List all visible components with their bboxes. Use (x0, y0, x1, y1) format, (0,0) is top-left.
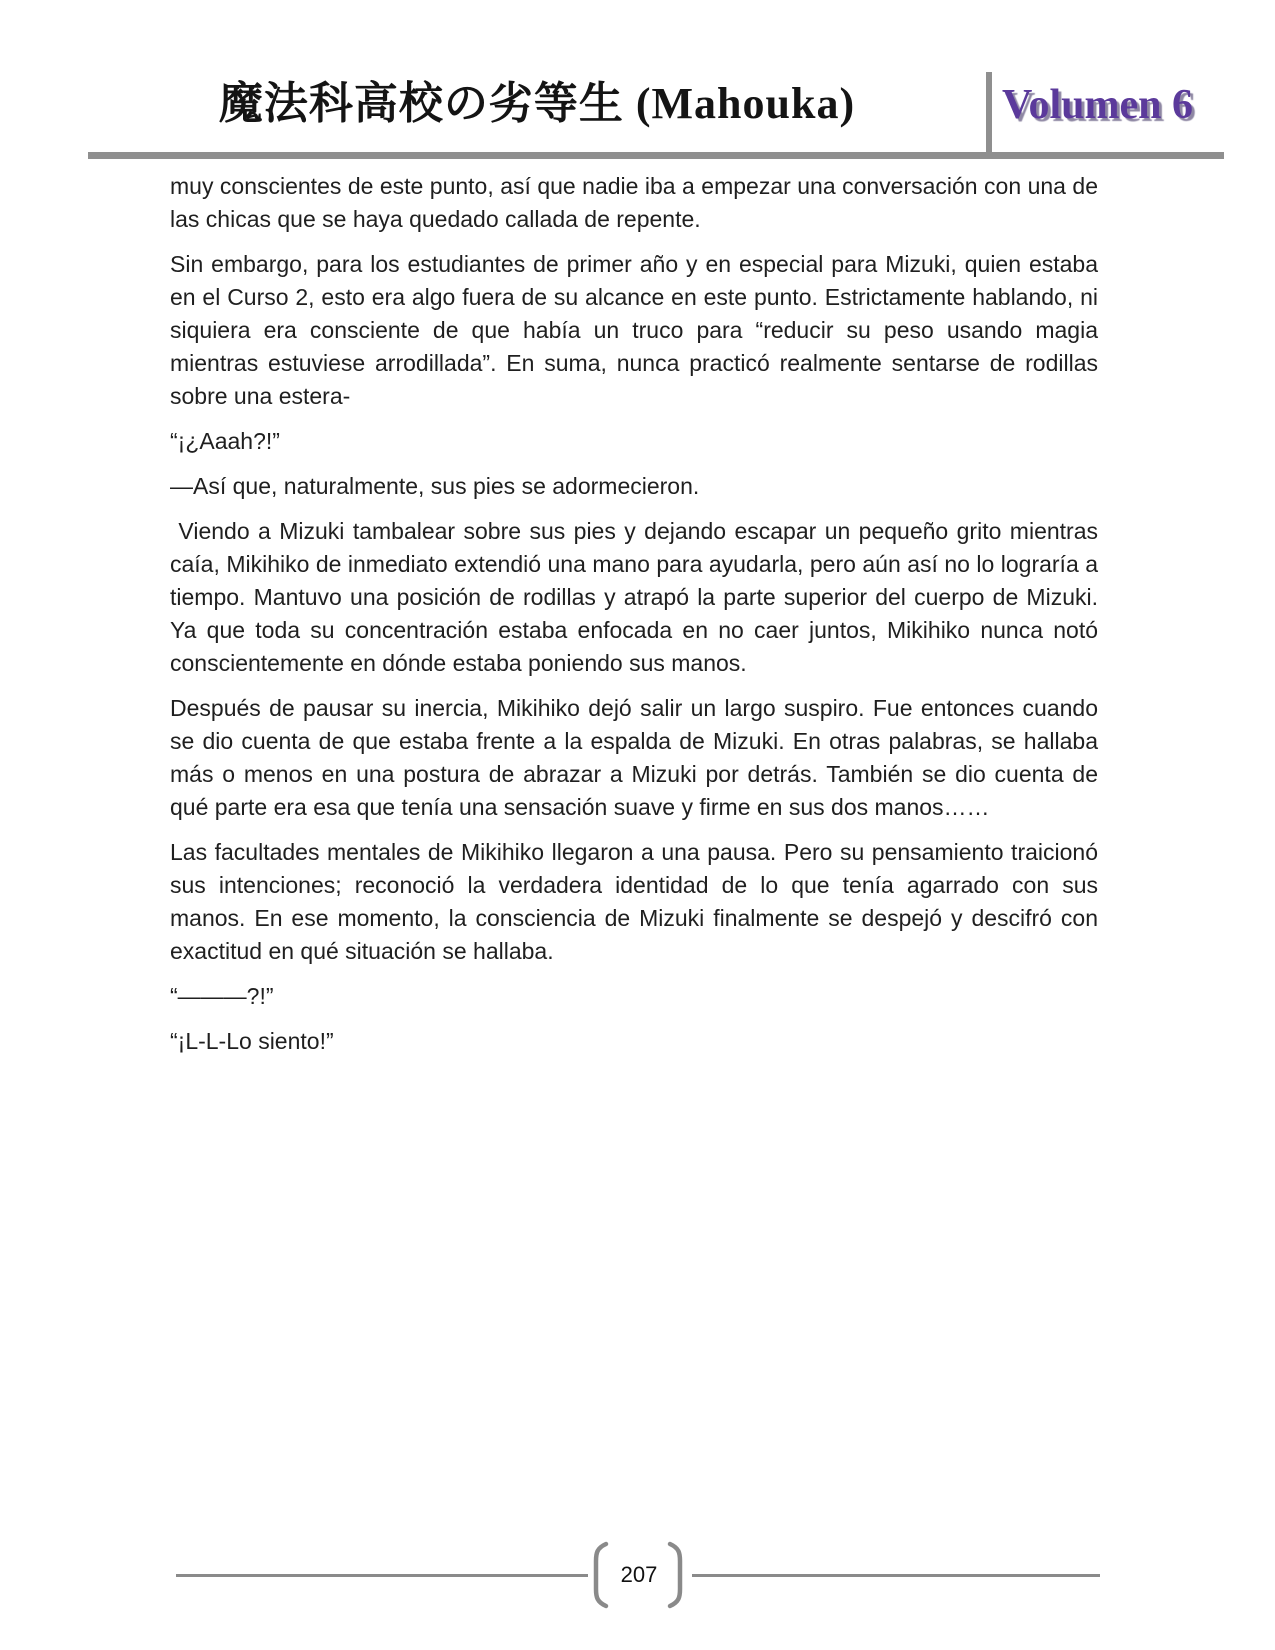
dialogue-line: “———?!” (170, 983, 274, 1009)
paragraph: Viendo a Mizuki tambalear sobre sus pies y dejando escapar un pequeño grito mientras caía, Mikihiko de inmediato extendió una mano para ayudarla, pero aún así no lo lograría a tiempo. Mantuvo una posición de rodillas y atrapó la parte superior del cuerpo de Mizuki. Ya que toda su concentración estaba enfocada en no caer juntos, Mikihiko nunca notó conscientemente en dónde estaba poniendo sus manos. (170, 518, 1098, 676)
header-rule (88, 152, 1224, 159)
footer-rule-right (692, 1574, 1100, 1577)
header-divider (986, 72, 992, 153)
paragraph: muy conscientes de este punto, así que nadie iba a empezar una conversación con una de las chicas que se haya quedado callada de repente. (170, 173, 1098, 232)
paragraph: Sin embargo, para los estudiantes de primer año y en especial para Mizuki, quien estaba en el Curso 2, esto era algo fuera de su alcance en este punto. Estrictamente hablando, ni siquiera era consciente de que había un truco para “reducir su peso usando magia mientras estuviese arrodillada”. En suma, nunca practicó realmente sentarse de rodillas sobre una estera- (170, 251, 1098, 409)
dialogue-line: “¡L-L-Lo siento!” (170, 1028, 334, 1054)
dialogue-line: “¡¿Aaah?!” (170, 428, 280, 454)
page-body (170, 170, 1098, 1070)
right-bracket-icon (666, 1541, 688, 1609)
volume-label: Volumen 6 (1002, 82, 1193, 128)
footer-rule-left (176, 1574, 588, 1577)
paragraph: Después de pausar su inercia, Mikihiko dejó salir un largo suspiro. Fue entonces cuando se dio cuenta de que estaba frente a la espalda de Mizuki. En otras palabras, se hallaba más o menos en una postura de abrazar a Mizuki por detrás. También se dio cuenta de qué parte era esa que tenía una sensación suave y firme en sus dos manos…… (170, 695, 1098, 820)
dialogue-line: —Así que, naturalmente, sus pies se adormecieron. (170, 473, 700, 499)
paragraph: Las facultades mentales de Mikihiko llegaron a una pausa. Pero su pensamiento traicionó sus intenciones; reconoció la verdadera identidad de lo que tenía agarrado con sus manos. En ese momento, la consciencia de Mizuki finalmente se despejó y descifró con exactitud en qué situación se hallaba. (170, 839, 1098, 964)
book-title: 魔法科高校の劣等生 (Mahouka) (218, 79, 856, 128)
page-number: 207 (620, 1562, 658, 1587)
left-bracket-icon (588, 1541, 610, 1609)
